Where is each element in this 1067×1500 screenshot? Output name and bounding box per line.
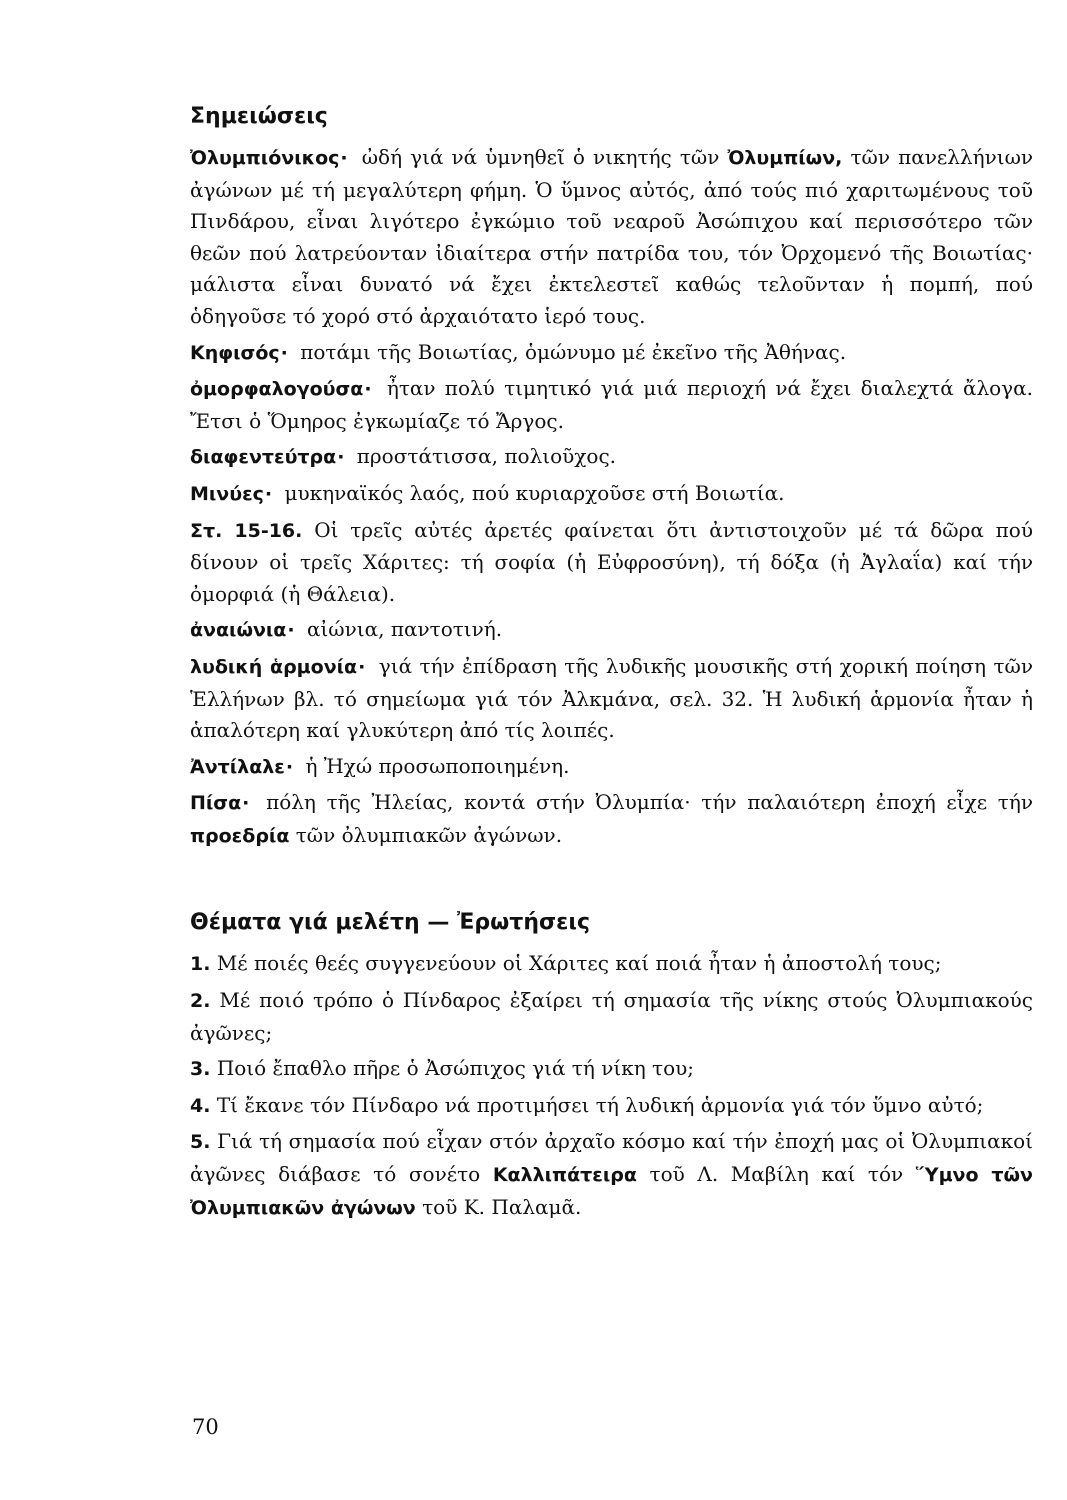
note-term: ὀμορφαλογούσα (190, 378, 364, 401)
question-bold-title: Καλλιπάτειρα (492, 1164, 637, 1187)
note-text: ἡ Ἠχώ προσωποποιημένη. (305, 753, 570, 778)
questions-heading: Θέματα γιά μελέτη — Ἐρωτήσεις (190, 910, 590, 936)
note-entry (190, 751, 1033, 784)
question-number: 5. (190, 1131, 211, 1154)
question-text: τοῦ Κ. Παλαμᾶ. (422, 1194, 582, 1219)
note-separator: · (337, 446, 345, 469)
question-text: τοῦ Λ. Μαβίλη καί τόν (649, 1162, 904, 1187)
question-text: Μέ ποιό τρόπο ὁ Πίνδαρος ἐξαίρει τή σημασία τῆς νίκης στούς Ὀλυμπιακούς ἀγῶνες; (190, 988, 1033, 1045)
note-separator: · (264, 482, 273, 505)
note-entry (190, 515, 1033, 611)
note-bold-term: προεδρία (190, 824, 290, 847)
note-entry (190, 651, 1033, 747)
question-item (190, 1126, 1033, 1224)
question-number: 1. (190, 953, 211, 976)
note-entry (190, 787, 1033, 852)
note-term: Ἀντίλαλε (190, 755, 285, 778)
question-number: 4. (190, 1094, 211, 1117)
note-text: ποτάμι τῆς Βοιωτίας, ὁμώνυμο μέ ἐκεῖνο τῆς Ἀθήνας. (300, 339, 847, 364)
note-separator: · (358, 655, 366, 678)
note-text: αἰώνια, παντοτινή. (306, 617, 503, 642)
question-item (190, 985, 1033, 1049)
note-separator: · (340, 147, 348, 169)
question-item (190, 948, 1033, 981)
section-gap (190, 856, 1033, 908)
note-entry (190, 337, 1033, 370)
question-text: Ποιό ἔπαθλο πῆρε ὁ Ἀσώπιχος γιά τή νίκη του; (216, 1056, 695, 1081)
question-number: 3. (190, 1058, 211, 1081)
question-bold-title: Ὕμνο τῶν Ὀλυμπιακῶν ἀγώνων (190, 1164, 1033, 1219)
note-text: ἦταν πολύ τιμητικό γιά μιά περιοχή νά ἔχει διαλεχτά ἄλογα. Ἔτσι ὁ Ὅμηρος ἐγκωμίαζε τό Ἄργος. (190, 376, 1033, 433)
note-bold-term: Ὀλυμπίων, (727, 147, 843, 169)
note-text: πόλη τῆς Ἠλείας, κοντά στήν Ὀλυμπία· τήν παλαιότερη ἐποχή εἶχε τήν (266, 790, 1033, 815)
note-text: τῶν πανελλήνιων ἀγώνων μέ τή μεγαλύτερη φήμη. Ὁ ὕμνος αὐτός, ἀπό τούς πιό χαριτωμένους τοῦ Πινδάρου, εἶναι λιγότερο ἐγκώμιο τοῦ νεαροῦ Ἀσώπιχου καί περισσότερο τῶν θεῶν πού λατρεύονταν ἰδιαίτερα στήν πατρίδα του, τόν Ὀρχομενό τῆς Βοιωτίας· μάλιστα εἶναι δυνατό νά ἔχει ἐκτελεστεῖ καθώς τελοῦνταν ἡ πομπή, πού ὁδηγοῦσε τό χορό στό ἀρχαιότατο ἱερό τους. (190, 145, 1034, 328)
note-term: Κηφισός (190, 341, 280, 364)
question-number: 2. (190, 990, 211, 1013)
question-text: Γιά τή σημασία πού εἶχαν στόν ἀρχαῖο κόσμο καί τήν ἐποχή μας οἱ Ὀλυμπιακοί ἀγῶνες διάβασε τό σονέτο (190, 1129, 1033, 1187)
question-item (190, 1053, 1033, 1086)
note-separator: · (285, 755, 294, 778)
note-text: γιά τήν ἐπίδραση τῆς λυδικῆς μουσικῆς στή χορική ποίηση τῶν Ἑλλήνων βλ. τό σημείωμα γιά τόν Ἀλκμάνα, σελ. 32. Ἡ λυδική ἁρμονία ἦταν ἡ ἁπαλότερη καί γλυκύτερη ἀπό τίς λοιπές. (190, 653, 1033, 743)
note-entry (190, 614, 1033, 647)
question-item (190, 1090, 1033, 1123)
note-text: προστάτισσα, πολιοῦχος. (356, 444, 616, 469)
question-text: Μέ ποιές θεές συγγενεύουν οἱ Χάριτες καί ποιά ἦταν ἡ ἀποστολή τους; (216, 951, 942, 976)
note-term: Πίσα (190, 792, 242, 815)
note-term: λυδική ἁρμονία (190, 655, 358, 678)
note-entry (190, 441, 1033, 474)
note-text: μυκηναϊκός λαός, πού κυριαρχοῦσε στή Βοιωτία. (284, 480, 785, 505)
note-text: ὠδή γιά νά ὑμνηθεῖ ὁ νικητής τῶν (361, 145, 720, 169)
page-number: 70 (192, 1415, 219, 1439)
note-text: Οἱ τρεῖς αὐτές ἀρετές φαίνεται ὅτι ἀντιστοιχοῦν μέ τά δῶρα πού δίνουν οἱ τρεῖς Χάριτες: τή σοφία (ἡ Εὐφροσύνη), τή δόξα (ἡ Ἀγλαΐα) καί τήν ὀμορφιά (ἡ Θάλεια). (190, 517, 1033, 606)
note-separator: · (287, 619, 295, 642)
note-term: Μινύες (190, 482, 264, 505)
note-entry (190, 478, 1033, 511)
note-separator: · (364, 378, 372, 401)
note-term: Ὀλυμπιόνικος (190, 147, 340, 169)
page-content (190, 102, 1033, 1228)
note-separator: · (242, 792, 250, 815)
note-term: Στ. 15-16. (190, 519, 303, 542)
note-entry (190, 142, 1033, 333)
question-text: Τί ἔκανε τόν Πίνδαρο νά προτιμήσει τή λυδική ἁρμονία γιά τόν ὕμνο αὐτό; (216, 1092, 984, 1117)
notes-heading: Σημειώσεις (190, 104, 328, 129)
note-term: ἀναιώνια (190, 619, 287, 642)
note-text: τῶν ὀλυμπιακῶν ἀγώνων. (295, 822, 563, 847)
note-term: διαφεντεύτρα (190, 446, 337, 469)
note-entry (190, 373, 1033, 437)
note-separator: · (280, 341, 288, 364)
